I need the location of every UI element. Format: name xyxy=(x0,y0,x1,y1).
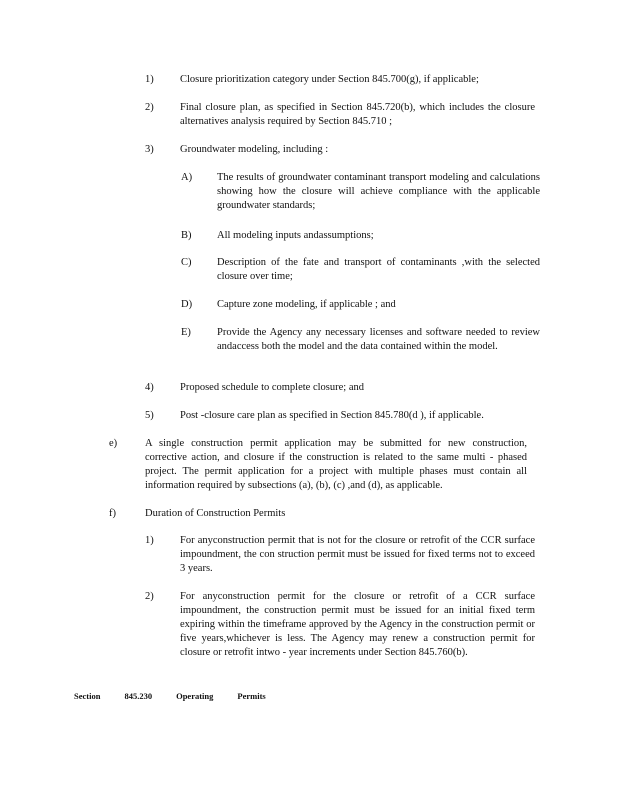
section-title-1: Operating xyxy=(176,691,214,701)
list-item-b xyxy=(181,229,546,245)
item-text: For anyconstruction permit for the closure or retrofit of a CCR surface impoundment, the construction permit must be issued for an initial fixed term expiring within the timeframe approved by the Agency in the construction permit or five years,whichever is less. The Agency may renew a construction permit for closure or retrofit intwo - year increments under Section 845.760(b). xyxy=(180,591,535,658)
section-word: Section xyxy=(74,691,101,701)
item-label: B) xyxy=(181,230,192,241)
list-item-e xyxy=(181,326,546,370)
item-text: A single construction permit application may be submitted for new construction, corrective action, and closure if the construction is related to the same multi - phased project. The permit application for a project with multiple phases must contain all information required by subsections (a), (b), (c) ,and (d), as applicable. xyxy=(145,438,527,491)
item-text: Final closure plan, as specified in Section 845.720(b), which includes the closure alternatives analysis required by Section 845.710 ; xyxy=(180,102,535,127)
item-text: Proposed schedule to complete closure; and xyxy=(180,382,364,393)
item-text: Description of the fate and transport of contaminants ,with the selected closure over time; xyxy=(217,257,540,282)
item-label: 5) xyxy=(145,410,154,421)
list-item-f-subsection xyxy=(109,507,545,523)
list-item-f2 xyxy=(145,590,545,676)
item-text: Groundwater modeling, including : xyxy=(180,144,329,155)
item-label: f) xyxy=(109,508,116,519)
item-label: 2) xyxy=(145,102,154,113)
item-label: 4) xyxy=(145,382,154,393)
list-item-a xyxy=(181,171,546,215)
list-item-4 xyxy=(145,381,545,397)
section-heading xyxy=(74,689,266,703)
item-text: Provide the Agency any necessary licenses and software needed to review andaccess both the model and the data contained within the model. xyxy=(217,327,540,352)
item-label: 2) xyxy=(145,591,154,602)
item-label: 1) xyxy=(145,74,154,85)
item-label: A) xyxy=(181,172,193,183)
item-text: The results of groundwater contaminant transport modeling and calculations showing how the closure will achieve compliance with the applicable groundwater standards; xyxy=(217,172,540,211)
item-label: E) xyxy=(181,327,191,338)
item-text: Duration of Construction Permits xyxy=(145,508,286,519)
list-item-2 xyxy=(145,101,545,131)
list-item-1 xyxy=(145,73,545,89)
list-item-c xyxy=(181,256,546,286)
list-item-5 xyxy=(145,409,545,425)
item-text: Post -closure care plan as specified in Section 845.780(d ), if applicable. xyxy=(180,410,484,421)
item-label: D) xyxy=(181,299,193,310)
item-text: All modeling inputs andassumptions; xyxy=(217,230,374,241)
list-item-f1 xyxy=(145,534,545,578)
item-text: For anyconstruction permit that is not for the closure or retrofit of the CCR surface impoundment, the con struction permit must be issued for fixed terms not to exceed 3 years. xyxy=(180,535,535,574)
list-item-e-subsection xyxy=(109,437,545,495)
item-label: 1) xyxy=(145,535,154,546)
list-item-3 xyxy=(145,143,545,159)
item-text: Closure prioritization category under Section 845.700(g), if applicable; xyxy=(180,74,479,85)
item-text: Capture zone modeling, if applicable ; and xyxy=(217,299,396,310)
item-label: 3) xyxy=(145,144,154,155)
item-label: e) xyxy=(109,438,118,449)
section-number: 845.230 xyxy=(124,691,153,701)
section-title-2: Permits xyxy=(237,691,266,701)
item-label: C) xyxy=(181,257,192,268)
list-item-d xyxy=(181,298,546,314)
